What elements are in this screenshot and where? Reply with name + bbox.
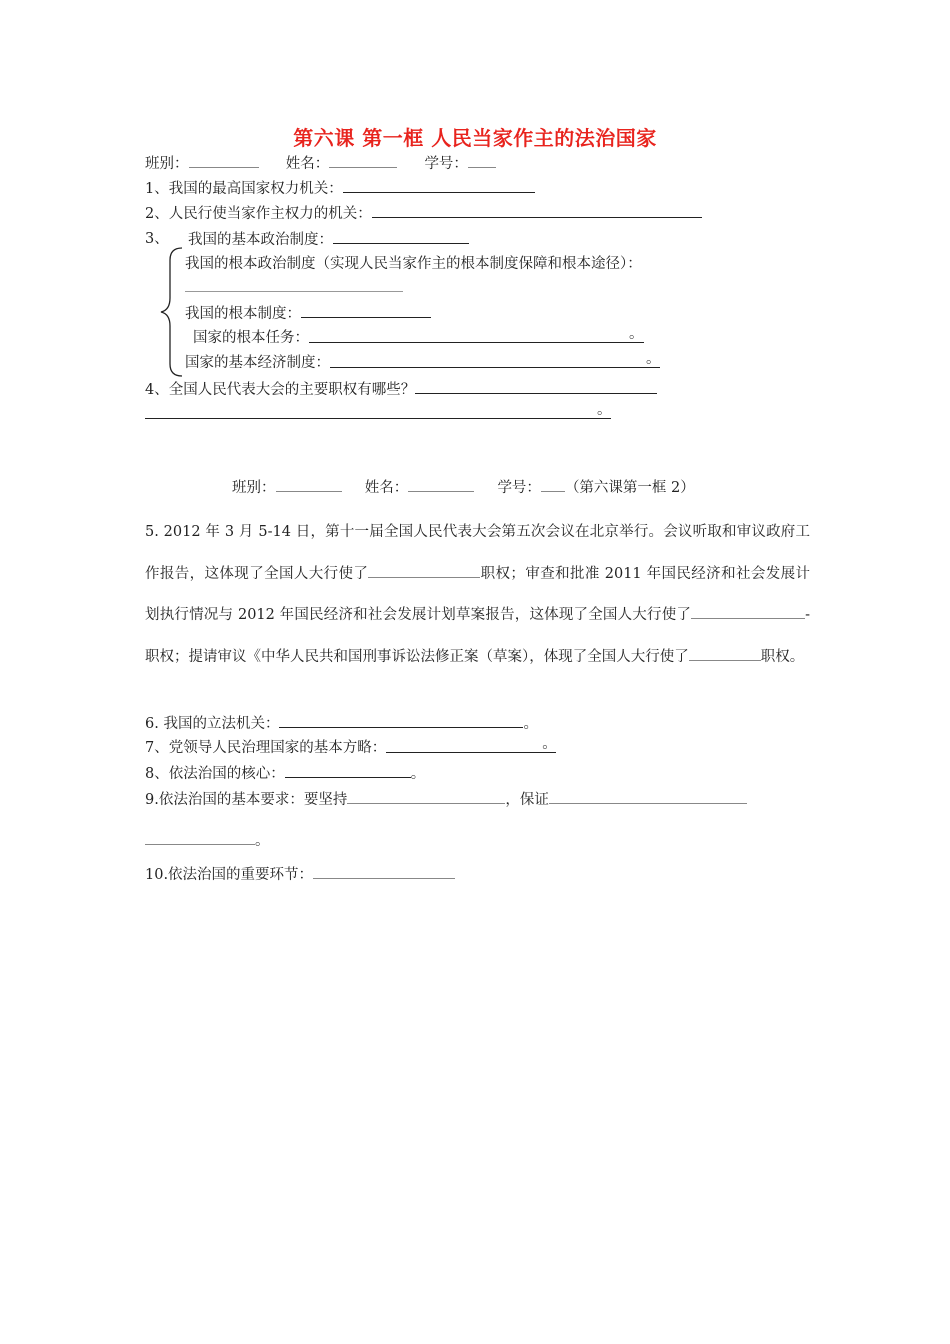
id-blank[interactable] bbox=[468, 153, 496, 168]
name-label-2: 姓名： bbox=[364, 480, 409, 496]
answer-blank-9c[interactable] bbox=[145, 830, 255, 845]
answer-blank-10[interactable] bbox=[313, 864, 455, 879]
question-2 bbox=[145, 203, 702, 224]
question-6 bbox=[145, 713, 538, 734]
id-label: 学号： bbox=[424, 156, 468, 172]
answer-blank-3b[interactable] bbox=[185, 277, 403, 292]
question-2-text: 2、人民行使当家作主权力的机关： bbox=[145, 206, 372, 222]
question-7-text: 7、党领导人民治理国家的基本方略： bbox=[145, 740, 387, 756]
question-5-text-3: -职权；提请审议《中华人民共和国刑事诉讼法修正案（草案），体现了全国人大行使了 bbox=[145, 607, 810, 665]
answer-blank-7[interactable]: 。 bbox=[386, 738, 556, 753]
id-blank-2[interactable] bbox=[541, 477, 565, 492]
question-3b-text: 我国的根本政治制度（实现人民当家作主的根本制度保障和根本途径）： bbox=[185, 256, 642, 272]
name-label: 姓名： bbox=[285, 156, 330, 172]
question-4-text: 4、全国人民代表大会的主要职权有哪些？ bbox=[145, 382, 416, 398]
question-3b bbox=[185, 254, 642, 274]
period: 。 bbox=[255, 833, 270, 849]
question-3a-text: 我国的基本政治制度： bbox=[188, 232, 333, 248]
answer-blank-6[interactable] bbox=[279, 713, 523, 728]
question-3b-answer bbox=[185, 277, 403, 298]
worksheet-title: 第六课 第一框 人民当家作主的法治国家 bbox=[293, 126, 657, 150]
question-3c bbox=[185, 303, 431, 324]
answer-blank-2[interactable] bbox=[372, 203, 702, 218]
period: 。 bbox=[523, 716, 538, 732]
answer-blank-3d[interactable]: 。 bbox=[309, 328, 644, 343]
question-8-text: 8、依法治国的核心： bbox=[145, 766, 285, 782]
question-4 bbox=[145, 379, 657, 400]
class-label: 班别： bbox=[145, 156, 189, 172]
question-3d bbox=[193, 328, 644, 348]
answer-blank-5a[interactable] bbox=[368, 563, 480, 578]
question-3c-text: 我国的根本制度： bbox=[185, 306, 301, 322]
question-1-text: 1、我国的最高国家权力机关： bbox=[145, 181, 343, 197]
lesson-note: （第六课第一框 2） bbox=[564, 480, 695, 496]
question-5-text-4: 职权。 bbox=[760, 648, 805, 665]
name-blank-2[interactable] bbox=[408, 477, 474, 492]
answer-blank-1[interactable] bbox=[343, 178, 535, 193]
question-8 bbox=[145, 763, 425, 784]
answer-blank-9b[interactable] bbox=[549, 789, 747, 804]
answer-blank-3a[interactable] bbox=[333, 229, 469, 244]
question-9-text-1: 9.依法治国的基本要求：要坚持 bbox=[145, 792, 348, 808]
id-label-2: 学号： bbox=[497, 480, 541, 496]
answer-blank-3e[interactable]: 。 bbox=[330, 353, 660, 368]
answer-blank-8[interactable] bbox=[285, 763, 411, 778]
question-10-text: 10.依法治国的重要环节： bbox=[145, 867, 314, 883]
answer-blank-3c[interactable] bbox=[301, 303, 431, 318]
question-6-text: 6. 我国的立法机关： bbox=[145, 716, 280, 732]
question-10 bbox=[145, 864, 455, 885]
class-blank[interactable] bbox=[189, 153, 259, 168]
header-row-2 bbox=[232, 477, 695, 498]
brace-icon bbox=[160, 246, 186, 378]
question-3e-text: 国家的基本经济制度： bbox=[185, 355, 330, 371]
answer-blank-4a[interactable] bbox=[415, 379, 657, 394]
question-9 bbox=[145, 789, 747, 810]
question-3-text: 3、 bbox=[145, 231, 169, 247]
question-9-text-2: ，保证 bbox=[505, 792, 549, 808]
answer-blank-5c[interactable] bbox=[689, 646, 761, 661]
question-3a bbox=[188, 229, 469, 250]
question-5-text-2: 职权；审查和批准 2011 年国民经济和社会发展计划执行情况与 2012 年国民经济和社会发展计划草案报告，这体现了全国人大行使了 bbox=[145, 565, 810, 623]
question-7 bbox=[145, 738, 556, 758]
question-5-text-1: 5. 2012 年 3 月 5-14 日，第十一届全国人民代表大会第五次会议在北京举行。会议听取和审议政府工作报告，这体现了全国人大行使了 bbox=[145, 524, 810, 582]
question-5 bbox=[145, 512, 810, 678]
class-label-2: 班别： bbox=[232, 480, 276, 496]
class-blank-2[interactable] bbox=[276, 477, 342, 492]
question-1 bbox=[145, 178, 535, 199]
question-3d-text: 国家的根本任务： bbox=[193, 330, 309, 346]
question-9-continued bbox=[145, 830, 270, 851]
period: 。 bbox=[410, 766, 426, 782]
answer-blank-4b[interactable]: 。 bbox=[145, 404, 611, 419]
answer-blank-5b[interactable] bbox=[691, 604, 805, 619]
question-4-continued bbox=[145, 404, 611, 424]
question-3e bbox=[185, 353, 660, 373]
answer-blank-9a[interactable] bbox=[347, 789, 505, 804]
header-row-1 bbox=[145, 153, 496, 174]
name-blank[interactable] bbox=[329, 153, 397, 168]
